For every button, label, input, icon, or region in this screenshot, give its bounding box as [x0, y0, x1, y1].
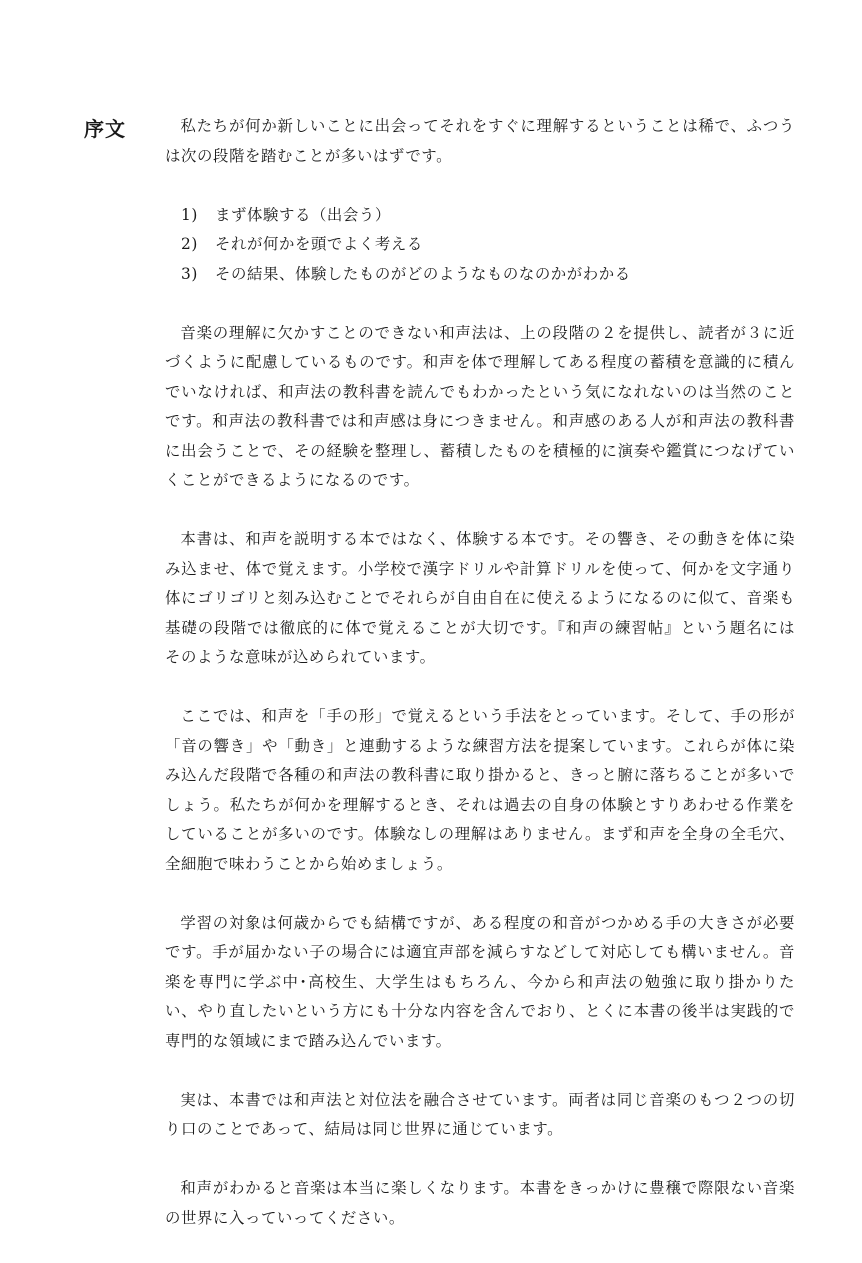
body-paragraph-4: 学習の対象は何歳からでも結構ですが、ある程度の和音がつかめる手の大きさが必要です。手が届かない子の場合には適宜声部を減らすなどして対応しても構いません。音楽を専門に学ぶ中･高校生、大学生はもちろん、今から和声法の勉強に取り掛かりたい、やり直したいという方にも十分な内容を含んでおり、とくに本書の後半は実践的で専門的な領域にまで踏み込んでいます。 — [165, 913, 795, 1050]
body-paragraph-1: 音楽の理解に欠かすことのできない和声法は、上の段階の２を提供し、読者が３に近づくように配慮しているものです。和声を体で理解してある程度の蓄積を意識的に積んでいなければ、和声法の教科書を読んでもわかったという気になれないのは当然のことです。和声法の教科書では和声感は身につきません。和声感のある人が和声法の教科書に出会うことで、その経験を整理し、蓄積したものを積極的に演奏や鑑賞につなげていくことができるようになるのです。 — [165, 323, 795, 489]
step-number: 3) — [181, 264, 198, 283]
body-paragraph-6: 和声がわかると音楽は本当に楽しくなります。本書をきっかけに豊穣で際限ない音楽の世界に入っていってください。 — [165, 1179, 795, 1227]
step-text: それが何かを頭でよく考える — [215, 235, 423, 253]
step-number: 1) — [181, 205, 198, 224]
step-text: その結果、体験したものがどのようなものなのかがわかる — [215, 264, 631, 283]
section-heading: 序文 — [84, 117, 126, 141]
list-item — [165, 260, 795, 290]
step-text: まず体験する（出会う） — [215, 205, 391, 224]
body-paragraph-3: ここでは、和声を「手の形」で覚えるという手法をとっています。そして、手の形が「音の響き」や「動き」と連動するような練習方法を提案しています。これらが体に染み込んだ段階で各種の和声法の教科書に取り掛かると、きっと腑に落ちることが多いでしょう。私たちが何かを理解するとき、それは過去の自身の体験とすりあわせる作業をしていることが多いのです。体験なしの理解はありません。まず和声を全身の全毛穴、全細胞で味わうことから始めましょう。 — [165, 707, 795, 873]
step-number: 2) — [181, 235, 198, 253]
body-paragraph-2: 本書は、和声を説明する本ではなく、体験する本です。その響き、その動きを体に染み込ませ、体で覚えます。小学校で漢字ドリルや計算ドリルを使って、何かを文字通り体にゴリゴリと刻み込むことでそれらが自由自在に使えるようになるのに似て、音楽も基礎の段階では徹底的に体で覚えることが大切です。『和声の練習帖』という題名にはそのような意味が込められています。 — [165, 530, 795, 666]
preface-body — [165, 112, 795, 1263]
list-item — [165, 230, 795, 260]
step-list — [165, 201, 795, 290]
body-paragraph-5: 実は、本書では和声法と対位法を融合させています。両者は同じ音楽のもつ２つの切り口のことであって、結局は同じ世界に通じています。 — [165, 1090, 795, 1138]
intro-paragraph: 私たちが何か新しいことに出会ってそれをすぐに理解するということは稀で、ふつうは次の段階を踏むことが多いはずです。 — [165, 117, 795, 165]
list-item — [165, 201, 795, 231]
